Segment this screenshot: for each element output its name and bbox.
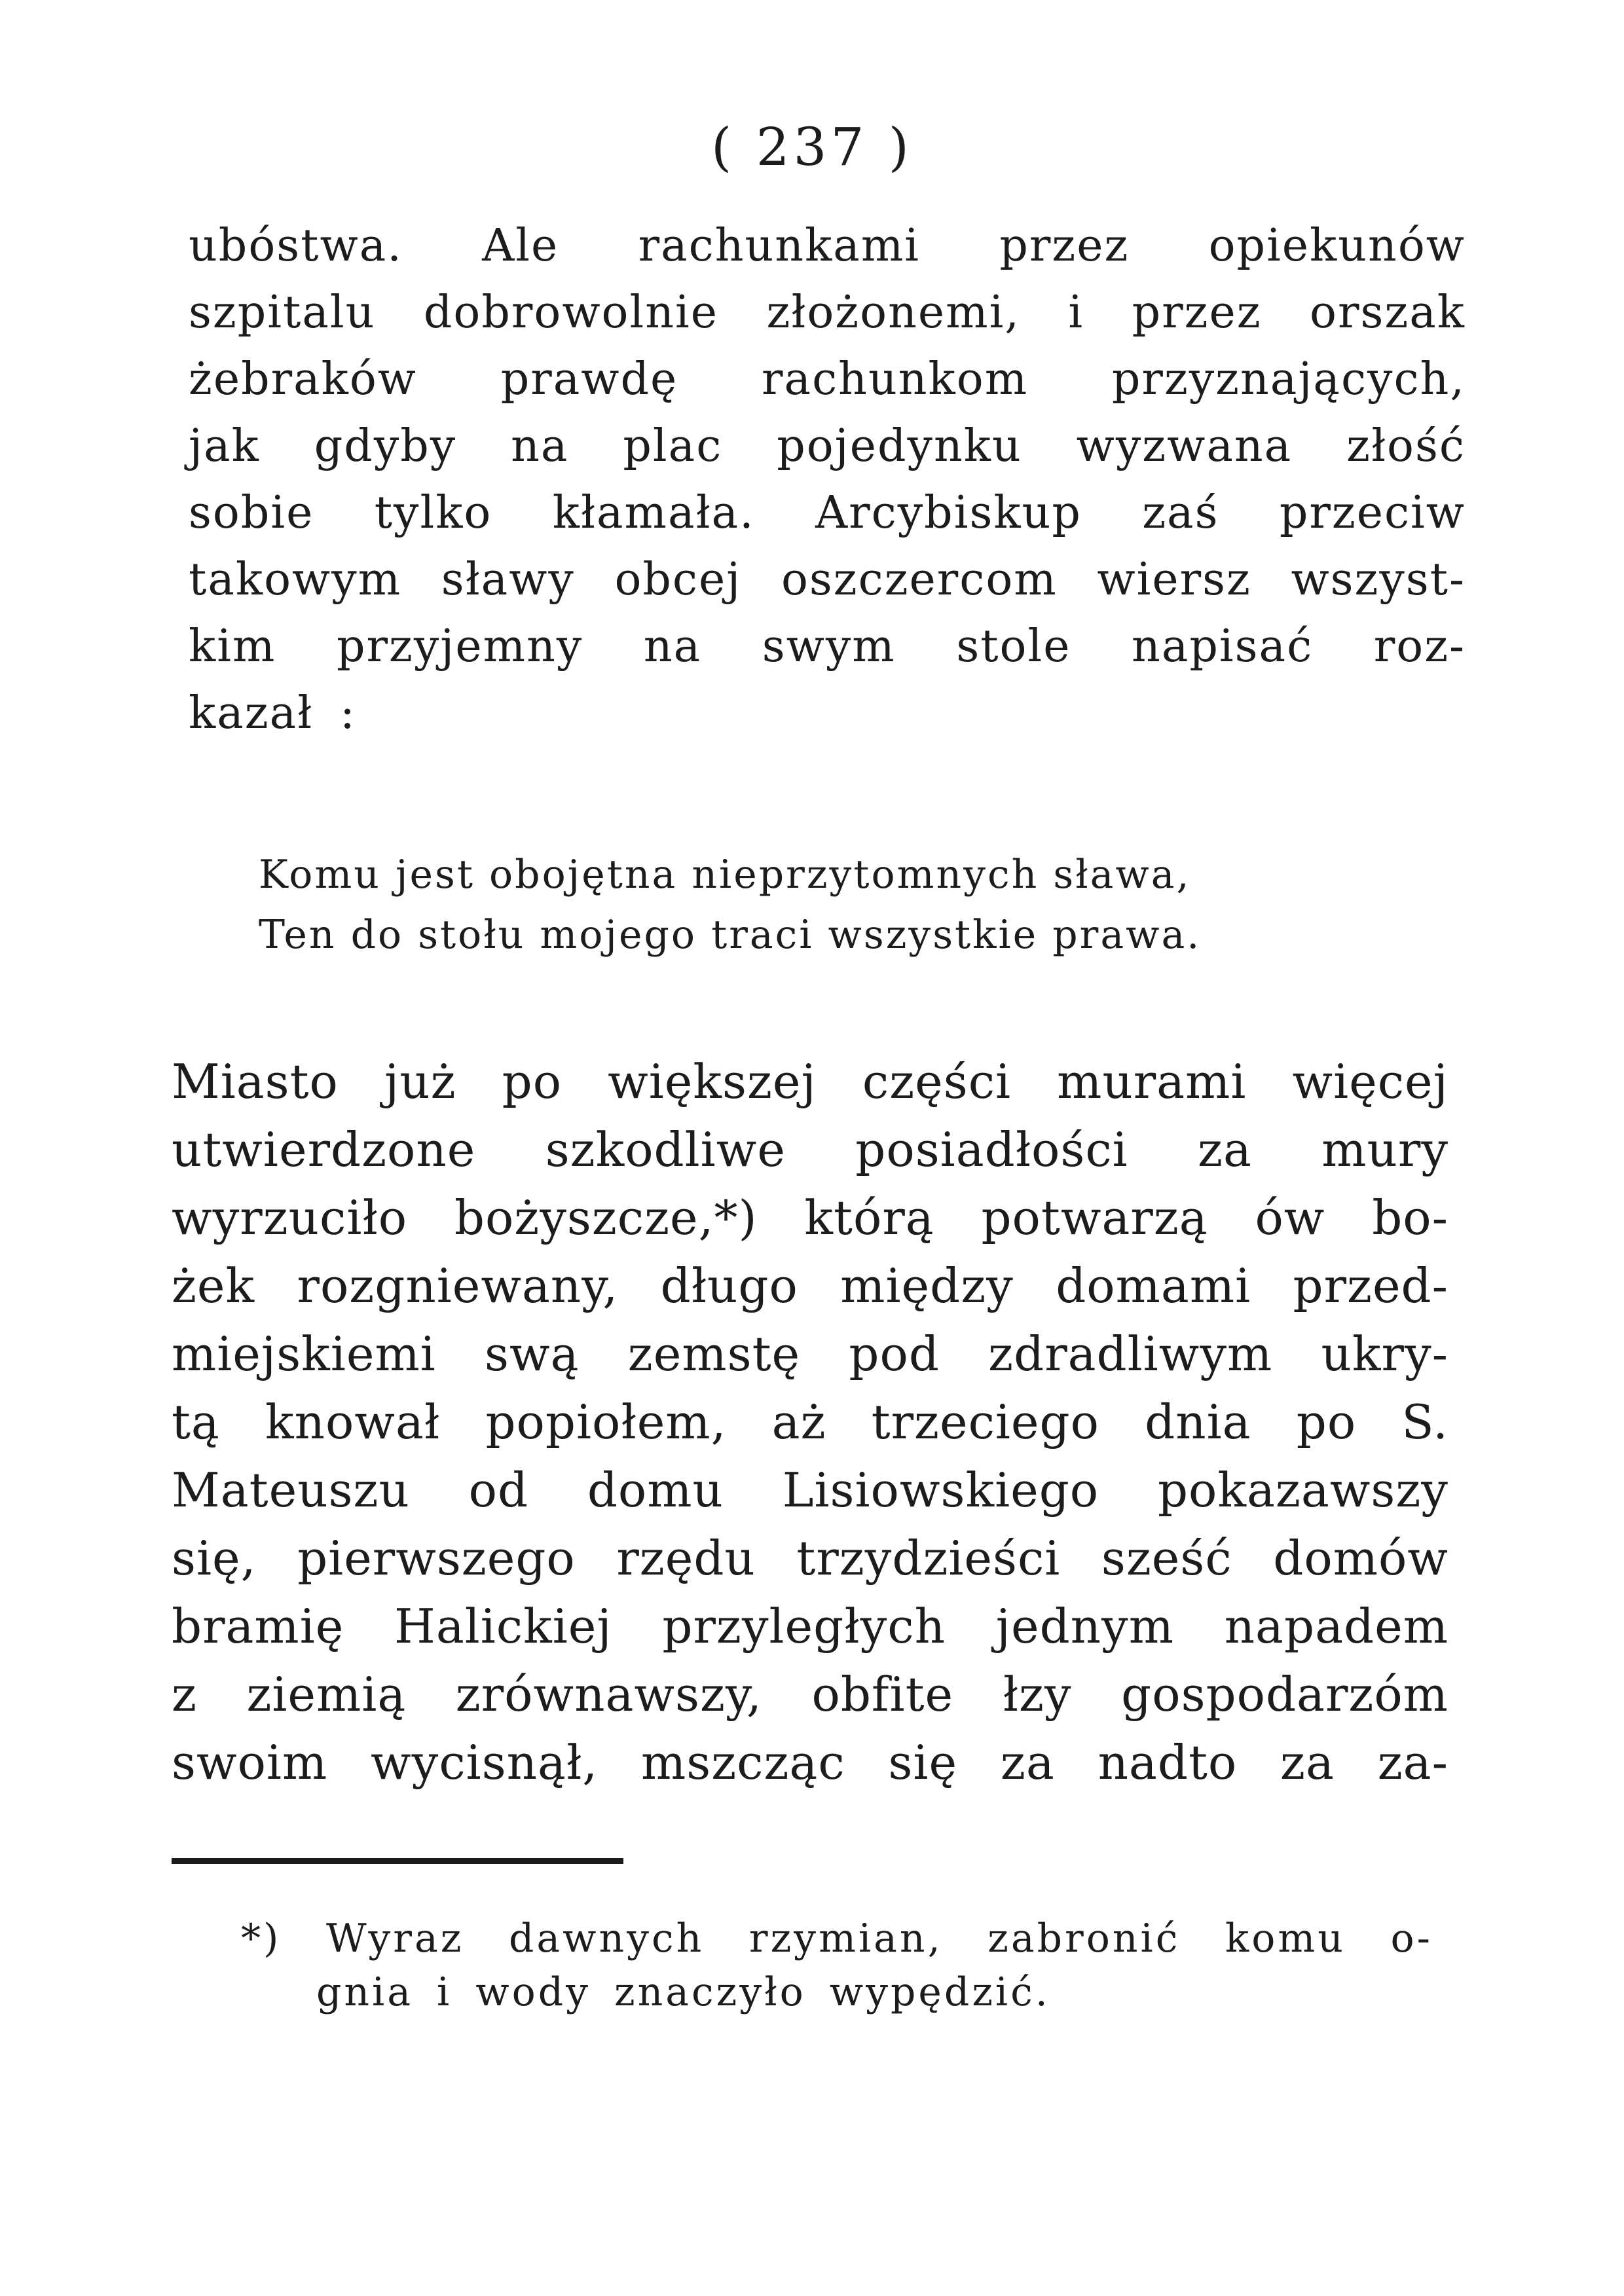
- text-line: szpitalu dobrowolnie złożonemi, i przez orszak: [189, 287, 1466, 338]
- text-line: miejskiemi swą zemstę pod zdradliwym ukry-: [172, 1326, 1449, 1381]
- text-line: swoim wycisnął, mszcząc się za nadto za za-: [172, 1735, 1449, 1790]
- text-line: utwierdzone szkodliwe posiadłości za mury: [172, 1122, 1449, 1177]
- footnote-line: *) Wyraz dawnych rzymian, zabronić komu o-: [241, 1916, 1433, 1961]
- text-line: kim przyjemny na swym stole napisać roz-: [189, 621, 1466, 672]
- text-line: Miasto już po większej części murami więcej: [172, 1054, 1449, 1109]
- text-line: Mateuszu od domu Lisiowskiego pokazawszy: [172, 1463, 1449, 1518]
- footnote-line: gnia i wody znaczyło wypędzić.: [316, 1969, 1050, 2015]
- text-line: kazał :: [189, 687, 356, 739]
- text-line: żebraków prawdę rachunkom przyznających,: [189, 354, 1466, 405]
- text-line: jak gdyby na plac pojedynku wyzwana złość: [189, 420, 1466, 472]
- text-line: tą knował popiołem, aż trzeciego dnia po S.: [172, 1394, 1449, 1449]
- paragraph-2: [172, 1048, 1449, 1796]
- text-line: żek rozgniewany, długo między domami przed-: [172, 1258, 1449, 1313]
- text-line: bramię Halickiej przyległych jednym napadem: [172, 1599, 1449, 1654]
- text-line: takowym sławy obcej oszczercom wiersz wszyst-: [189, 554, 1466, 606]
- text-line: się, pierwszego rzędu trzydzieści sześć domów: [172, 1531, 1449, 1586]
- text-line: wyrzuciło bożyszcze,*) którą potwarzą ów bo-: [172, 1190, 1449, 1245]
- verse-quote: [259, 845, 1372, 965]
- text-line: ubóstwa. Ale rachunkami przez opiekunów: [189, 220, 1466, 272]
- verse-line: Komu jest obojętna nieprzytomnych sława,: [259, 852, 1191, 898]
- text-line: z ziemią zrównawszy, obfite łzy gospodarzóm: [172, 1667, 1449, 1722]
- page-number: ( 237 ): [711, 117, 913, 177]
- paragraph-1: [189, 213, 1466, 747]
- text-line: sobie tylko kłamała. Arcybiskup zaś przeciw: [189, 487, 1466, 539]
- verse-line: Ten do stołu mojego traci wszystkie prawa.: [259, 912, 1202, 958]
- footnote-divider: [172, 1858, 623, 1864]
- footnote: [241, 1912, 1433, 2019]
